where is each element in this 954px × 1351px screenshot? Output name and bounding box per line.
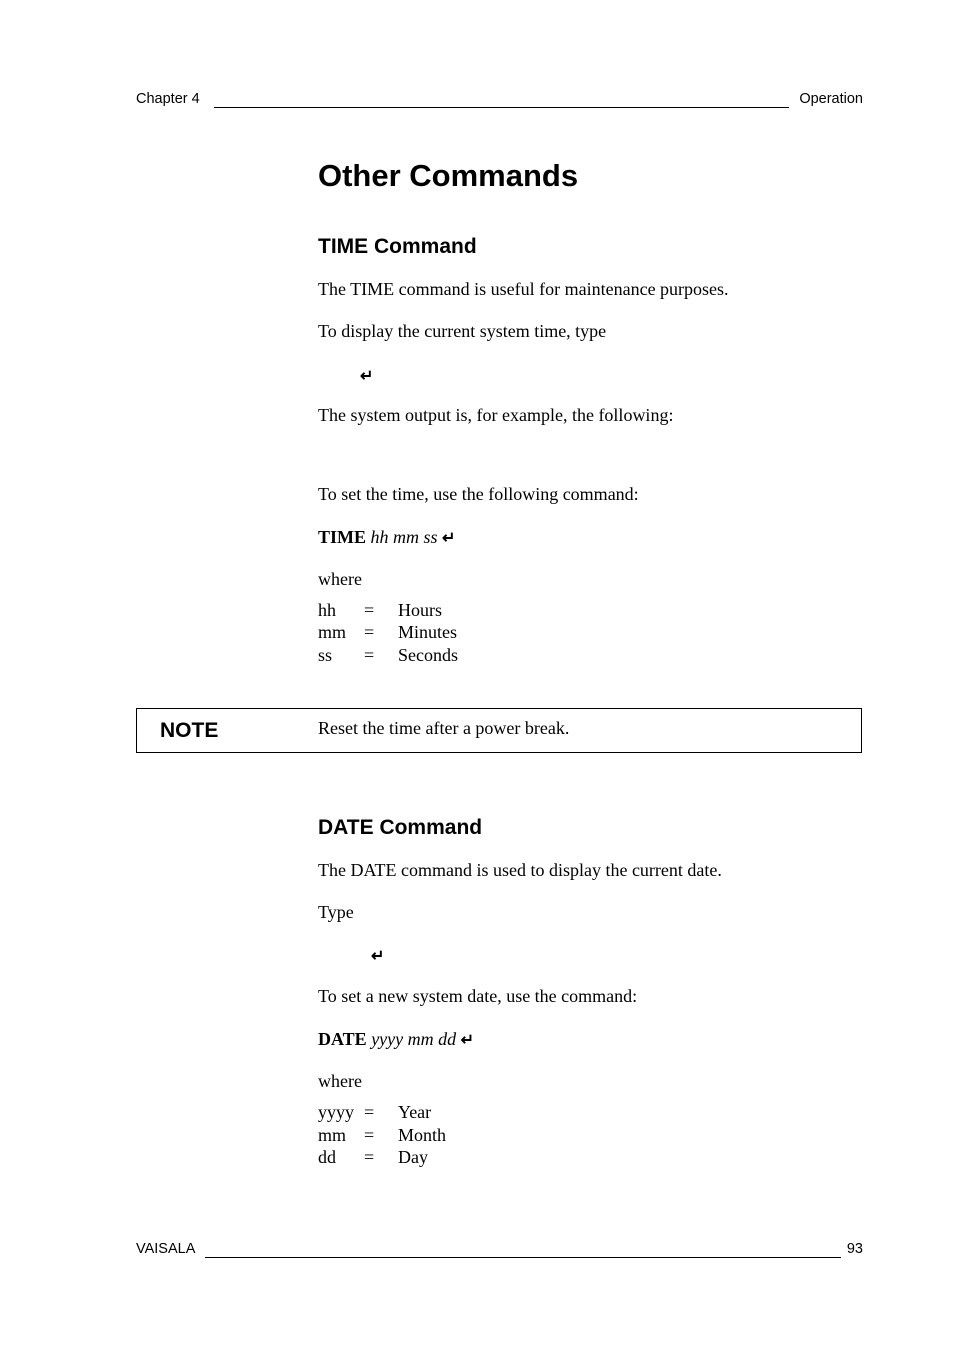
param-name: mm xyxy=(318,622,347,642)
date-type-text: Type xyxy=(318,902,354,922)
param-desc: Minutes xyxy=(398,622,458,642)
enter-icon: ↵ xyxy=(371,948,385,965)
note-text: Reset the time after a power break. xyxy=(318,718,570,738)
enter-icon: ↵ xyxy=(442,530,456,547)
header-rule xyxy=(214,107,789,108)
date-heading: DATE Command xyxy=(318,816,483,839)
date-intro: The DATE command is used to display the current date. xyxy=(318,860,722,880)
page-number: 93 xyxy=(846,1241,863,1257)
param-eq: = xyxy=(364,645,375,665)
param-name: mm xyxy=(318,1125,347,1145)
time-set-text: To set the time, use the following command: xyxy=(318,484,639,504)
param-eq: = xyxy=(364,1147,375,1167)
param-eq: = xyxy=(364,1102,375,1122)
time-display-text: To display the current system time, type xyxy=(318,321,607,341)
date-cmd-name: DATE xyxy=(318,1029,367,1049)
time-where: where xyxy=(318,569,362,589)
date-where: where xyxy=(318,1071,362,1091)
param-eq: = xyxy=(364,622,375,642)
param-desc: Seconds xyxy=(398,645,458,665)
enter-icon: ↵ xyxy=(460,1032,475,1049)
param-name: ss xyxy=(318,645,333,665)
date-cmd-params: yyyy mm dd xyxy=(371,1029,457,1049)
enter-icon: ↵ xyxy=(360,368,374,385)
header-chapter: Chapter 4 xyxy=(136,91,200,107)
param-name: hh xyxy=(318,600,336,620)
time-output-text: The system output is, for example, the following: xyxy=(318,405,674,425)
time-heading: TIME Command xyxy=(318,235,477,258)
header-section: Operation xyxy=(799,91,863,107)
param-desc: Day xyxy=(398,1147,428,1167)
param-name: dd xyxy=(318,1147,336,1167)
time-cmd-params: hh mm ss xyxy=(370,527,438,547)
date-set-text: To set a new system date, use the command: xyxy=(318,986,638,1006)
time-cmd-name: TIME xyxy=(318,527,367,547)
param-desc: Hours xyxy=(398,600,442,620)
page-title: Other Commands xyxy=(318,158,579,193)
footer-rule xyxy=(205,1257,841,1258)
time-intro: The TIME command is useful for maintenance purposes. xyxy=(318,279,729,299)
note-label: NOTE xyxy=(160,719,219,742)
footer-company: VAISALA xyxy=(136,1241,196,1257)
param-eq: = xyxy=(364,600,375,620)
date-command-syntax xyxy=(318,1029,474,1050)
param-desc: Month xyxy=(398,1125,447,1145)
param-desc: Year xyxy=(398,1102,432,1122)
param-eq: = xyxy=(364,1125,375,1145)
param-name: yyyy xyxy=(318,1102,354,1122)
time-command-syntax xyxy=(318,527,455,548)
